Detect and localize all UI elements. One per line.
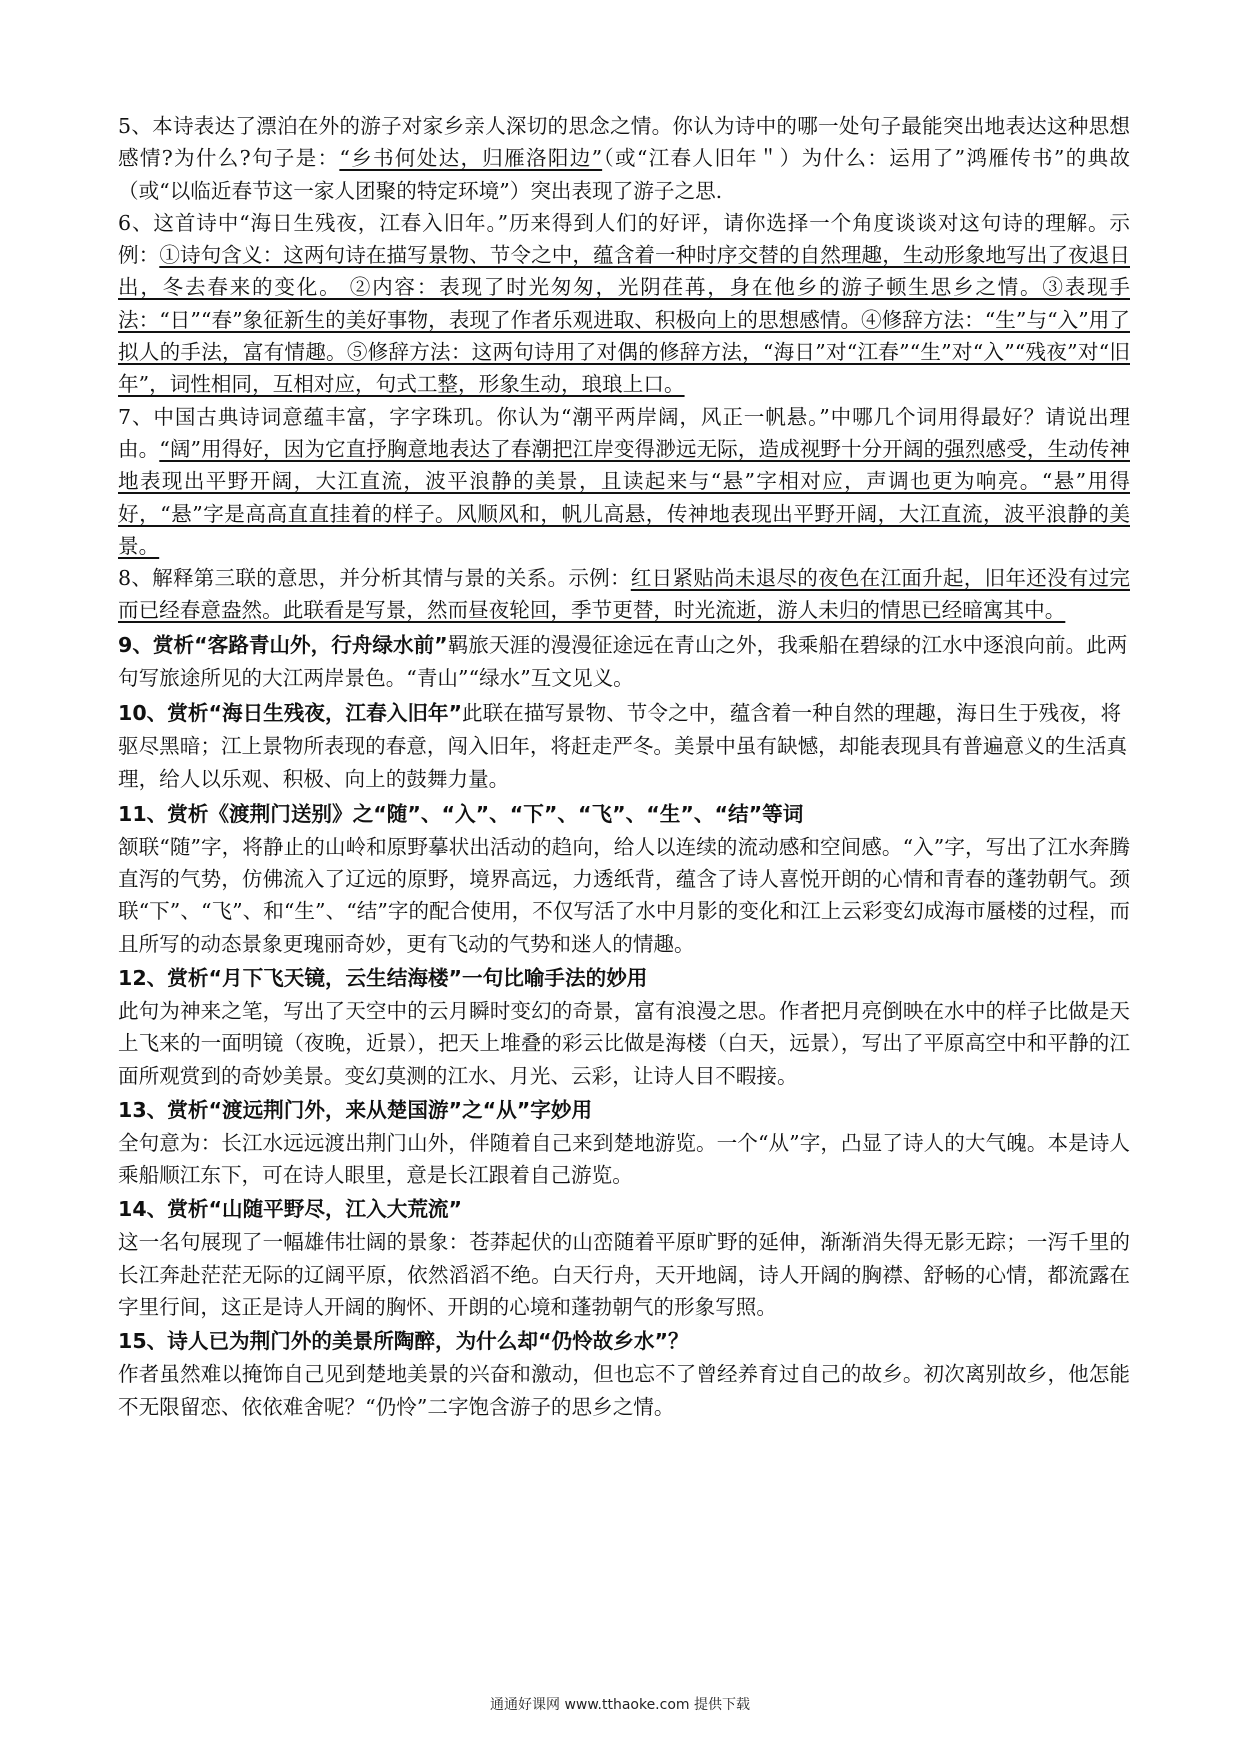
answer-text: 红日紧贴尚未退尽的夜色在江面升起，旧年还没有过完而已经春意盎然。此联看是写景，然而昼夜轮回，季节更替，时光流逝，游人未归的情思已经暗寓其中。 (118, 566, 1130, 623)
section-title: 9、赏析“客路青山外，行舟绿水前” (118, 632, 448, 657)
section-title: 11、赏析《渡荆门送别》之“随”、“入”、“下”、“飞”、“生”、“结”等词 (118, 801, 804, 826)
section-15-heading (118, 1325, 1130, 1358)
question-text: 7、中国古典诗词意蕴丰富，字字珠玑。你认为“潮平两岸阔，风正一帆悬。”中哪几个词用得最好？请说出理由。 (118, 404, 1130, 461)
question-8 (118, 562, 1130, 627)
section-13-heading (118, 1094, 1130, 1127)
section-15-body: 作者虽然难以掩饰自己见到楚地美景的兴奋和激动，但也忘不了曾经养育过自己的故乡。初次离别故乡，他怎能不无限留恋、依依难舍呢？“仍怜”二字饱含游子的思乡之情。 (118, 1362, 1130, 1419)
question-tail: （或“江春人旧年＂）为什么：运用了”鸿雁传书”的典故（或“以临近春节这一家人团聚的特定环境”）突出表现了游子之思. (118, 146, 1130, 203)
answer-text: “阔”用得好，因为它直抒胸意地表达了春潮把江岸变得渺远无际，造成视野十分开阔的强烈感受，生动传神地表现出平野开阔，大江直流，波平浪静的美景，且读起来与“悬”字相对应，声调也更为响亮。“悬”用得好，“悬”字是高高直直挂着的样子。风顺风和，帆儿高悬，传神地表现出平野开阔，大江直流，波平浪静的美景。 (118, 436, 1130, 558)
section-9-heading (118, 629, 1130, 695)
section-11-body: 颔联“随”字，将静止的山岭和原野摹状出活动的趋向，给人以连续的流动感和空间感。“入”字，写出了江水奔腾直泻的气势，仿佛流入了辽远的原野，境界高远，力透纸背，蕴含了诗人喜悦开朗的心情和青春的蓬勃朝气。颈联“下”、“飞”、和“生”、“结”字的配合使用，不仅写活了水中月影的变化和江上云彩变幻成海市蜃楼的过程，而且所写的动态景象更瑰丽奇妙，更有飞动的气势和迷人的情趣。 (118, 834, 1130, 956)
section-title: 10、赏析“海日生残夜，江春入旧年” (118, 700, 463, 725)
answer-text: ①诗句含义：这两句诗在描写景物、节令之中，蕴含着一种时序交替的自然理趣，生动形象地写出了夜退日出，冬去春来的变化。 ②内容：表现了时光匆匆，光阴荏苒，身在他乡的游子顿生思乡之情。③表现手法：“日”“春”象征新生的美好事物，表现了作者乐观进取、积极向上的思想感情。④修辞方法：“生”与“入”用了拟人的手法，富有情趣。⑤修辞方法：这两句诗用了对偶的修辞方法，“海日”对“江春”“生”对“入”“残夜”对“旧年”，词性相同，互相对应，句式工整，形象生动，琅琅上口。 (118, 243, 1130, 397)
section-14-heading (118, 1193, 1130, 1226)
question-6 (118, 207, 1130, 401)
section-10-heading (118, 697, 1130, 796)
section-12-body: 此句为神来之笔，写出了天空中的云月瞬时变幻的奇景，富有浪漫之思。作者把月亮倒映在水中的样子比做是天上飞来的一面明镜（夜晚，近景），把天上堆叠的彩云比做是海楼（白天，远景），写出了平原高空中和平静的江面所观赏到的奇妙美景。变幻莫测的江水、月光、云彩，让诗人目不暇接。 (118, 998, 1130, 1088)
section-inline-text: 此联在描写景物、节令之中，蕴含着一种自然的理趣，海日生于残夜，将驱尽黑暗；江上景物所表现的春意，闯入旧年，将赶走严冬。美景中虽有缺憾，却能表现具有普遍意义的生活真理，给人以乐观、积极、向上的鼓舞力量。 (118, 700, 1128, 791)
section-11-heading (118, 798, 1130, 831)
question-5 (118, 110, 1130, 207)
question-text: 6、这首诗中“海日生残夜，江春入旧年。”历来得到人们的好评，请你选择一个角度谈谈对这句诗的理解。示例： (118, 210, 1130, 268)
question-7 (118, 401, 1130, 562)
question-text: 5、本诗表达了漂泊在外的游子对家乡亲人深切的思念之情。你认为诗中的哪一处句子最能突出地表达这种思想感情?为什么?句子是： (118, 114, 1130, 171)
section-14-body: 这一名句展现了一幅雄伟壮阔的景象：苍莽起伏的山峦随着平原旷野的延伸，渐渐消失得无影无踪；一泻千里的长江奔赴茫茫无际的辽阔平原，依然滔滔不绝。白天行舟，天开地阔，诗人开阔的胸襟、舒畅的心情，都流露在字里行间，这正是诗人开阔的胸怀、开朗的心境和蓬勃朝气的形象写照。 (118, 1230, 1130, 1320)
section-title: 13、赏析“渡远荆门外，来从楚国游”之“从”字妙用 (118, 1097, 593, 1122)
section-title: 15、诗人已为荆门外的美景所陶醉，为什么却“仍怜故乡水”？ (118, 1329, 689, 1354)
page-footer: 通通好课网 www.tthaoke.com 提供下载 (490, 1697, 750, 1713)
section-title: 12、赏析“月下飞天镜，云生结海楼”一句比喻手法的妙用 (118, 965, 648, 990)
answer-text: “乡书何处达，归雁洛阳边” (339, 146, 603, 171)
section-title: 14、赏析“山随平野尽，江入大荒流” (118, 1197, 463, 1222)
section-13-body: 全句意为：长江水远远渡出荆门山外，伴随着自己来到楚地游览。一个“从”字，凸显了诗人的大气魄。本是诗人乘船顺江东下，可在诗人眼里，意是长江跟着自己游览。 (118, 1130, 1130, 1188)
section-12-heading (118, 962, 1130, 995)
document-page (118, 110, 1130, 1423)
question-text: 8、解释第三联的意思，并分析其情与景的关系。示例： (118, 566, 631, 591)
section-inline-text: 羁旅天涯的漫漫征途远在青山之外，我乘船在碧绿的江水中逐浪向前。此两句写旅途所见的大江两岸景色。“青山”“绿水”互文见义。 (118, 632, 1128, 690)
